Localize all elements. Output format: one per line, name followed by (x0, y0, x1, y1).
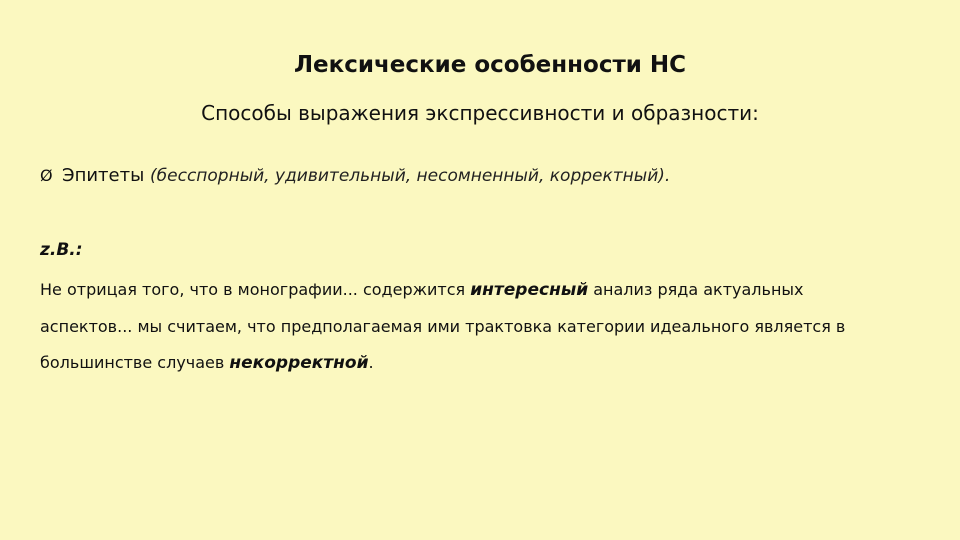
example-label: z.B.: (40, 240, 83, 260)
emphasis-interesting: интересный (470, 280, 589, 300)
example-line-1-end: анализ ряда актуальных (588, 280, 804, 299)
slide-title: Лексические особенности НС (293, 52, 687, 78)
example-line-3 (40, 353, 374, 373)
bullet-item-epithets (40, 165, 670, 186)
example-line-1-start: Не отрицая того, что в монографии... содержится (40, 280, 471, 299)
example-line-3-end: . (368, 353, 374, 372)
emphasis-incorrect: некорректной (229, 353, 369, 373)
bullet-label: Эпитеты (62, 165, 151, 186)
example-line-3-start: большинстве случаев (40, 353, 230, 372)
example-line-2: аспектов... мы считаем, что предполагаемая ими трактовка категории идеального является в (40, 317, 846, 336)
arrow-bullet-icon: Ø (40, 166, 53, 185)
slide-subtitle: Способы выражения экспрессивности и образности: (201, 101, 759, 125)
bullet-examples: (бесспорный, удивительный, несомненный, корректный). (150, 166, 671, 186)
example-line-1 (40, 280, 804, 300)
